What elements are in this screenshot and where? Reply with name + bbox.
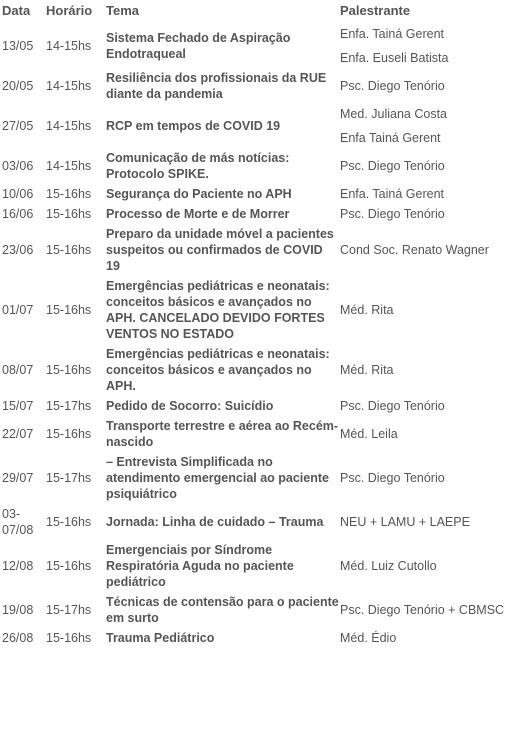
- row-time: 14-15hs: [46, 39, 92, 53]
- table-row: [2, 104, 522, 148]
- table-row: [2, 184, 522, 204]
- row-speaker: [340, 416, 522, 452]
- row-time: 15-17hs: [46, 399, 92, 413]
- row-date: 26/08: [2, 631, 34, 645]
- row-time: 15-16hs: [46, 243, 92, 257]
- row-date: 03-07/08: [2, 507, 34, 537]
- speaker-name: Enfa. Tainá Gerent: [340, 187, 445, 201]
- header-speaker: Palestrante: [340, 3, 411, 18]
- row-date: 13/05: [2, 39, 34, 53]
- row-topic: Emergências pediátricas e neonatais: conceitos básicos e avançados no APH. CANCELADO DEVIDO FORTES VENTOS NO ESTADO: [106, 279, 330, 341]
- row-time: 15-16hs: [46, 303, 92, 317]
- row-time: 14-15hs: [46, 119, 92, 133]
- row-date: 03/06: [2, 159, 34, 173]
- row-speaker: [340, 344, 522, 396]
- row-time: 15-17hs: [46, 471, 92, 485]
- speaker-name: Psc. Diego Tenório + CBMSC: [340, 603, 505, 617]
- row-topic: Pedido de Socorro: Suicídio: [106, 399, 274, 413]
- row-speaker: [340, 68, 522, 104]
- row-speaker: [340, 540, 522, 592]
- row-topic: Emergências pediátricas e neonatais: conceitos básicos e avançados no APH.: [106, 347, 330, 393]
- header-date: Data: [2, 3, 31, 18]
- speaker-name: Enfa Tainá Gerent: [340, 131, 441, 145]
- speaker-name: NEU + LAMU + LAEPE: [340, 515, 470, 529]
- table-row: [2, 148, 522, 184]
- table-row: [2, 24, 522, 68]
- row-date: 19/08: [2, 603, 34, 617]
- table-row: [2, 504, 522, 540]
- header-row: [2, 0, 522, 24]
- row-speaker: [340, 504, 522, 540]
- row-time: 15-16hs: [46, 363, 92, 377]
- row-date: 20/05: [2, 79, 34, 93]
- header-topic: Tema: [106, 3, 139, 18]
- row-time: 14-15hs: [46, 159, 92, 173]
- row-speaker: [340, 24, 522, 68]
- row-speaker: [340, 104, 522, 148]
- speaker-name: Méd. Leila: [340, 427, 398, 441]
- row-topic: – Entrevista Simplificada no atendimento emergencial ao paciente psiquiátrico: [106, 455, 329, 501]
- row-time: 15-16hs: [46, 631, 92, 645]
- row-topic: Processo de Morte e de Morrer: [106, 207, 290, 221]
- row-date: 01/07: [2, 303, 34, 317]
- speaker-name: Psc. Diego Tenório: [340, 159, 445, 173]
- speaker-name: Psc. Diego Tenório: [340, 79, 445, 93]
- row-speaker: [340, 276, 522, 344]
- row-date: 15/07: [2, 399, 34, 413]
- header-time: Horário: [46, 3, 93, 18]
- row-time: 15-16hs: [46, 559, 92, 573]
- table-row: [2, 540, 522, 592]
- row-topic: Trauma Pediátrico: [106, 631, 215, 645]
- table-row: [2, 628, 522, 648]
- speaker-name: Enfa. Tainá Gerent: [340, 27, 445, 41]
- row-date: 22/07: [2, 427, 34, 441]
- row-topic: Jornada: Linha de cuidado – Trauma: [106, 515, 324, 529]
- row-date: 29/07: [2, 471, 34, 485]
- table-row: [2, 416, 522, 452]
- speaker-name: Méd. Rita: [340, 303, 394, 317]
- table-row: [2, 204, 522, 224]
- speaker-name: Méd. Édio: [340, 631, 397, 645]
- table-row: [2, 224, 522, 276]
- row-date: 16/06: [2, 207, 34, 221]
- row-speaker: [340, 592, 522, 628]
- row-date: 27/05: [2, 119, 34, 133]
- row-time: 15-17hs: [46, 603, 92, 617]
- row-topic: Preparo da unidade móvel a pacientes suspeitos ou confirmados de COVID 19: [106, 227, 334, 273]
- speaker-name: Méd. Luiz Cutollo: [340, 559, 437, 573]
- row-time: 15-16hs: [46, 187, 92, 201]
- row-speaker: [340, 396, 522, 416]
- row-speaker: [340, 184, 522, 204]
- row-date: 10/06: [2, 187, 34, 201]
- row-topic: Transporte terrestre e aérea ao Recém-nascido: [106, 419, 339, 449]
- table-row: [2, 452, 522, 504]
- row-time: 15-16hs: [46, 427, 92, 441]
- speaker-name: Med. Juliana Costa: [340, 107, 448, 121]
- speaker-name: Enfa. Euseli Batista: [340, 51, 449, 65]
- schedule-table: [2, 0, 522, 648]
- row-date: 23/06: [2, 243, 34, 257]
- row-speaker: [340, 224, 522, 276]
- table-row: [2, 592, 522, 628]
- table-row: [2, 344, 522, 396]
- row-date: 12/08: [2, 559, 34, 573]
- row-time: 14-15hs: [46, 79, 92, 93]
- row-speaker: [340, 148, 522, 184]
- row-topic: Técnicas de contensão para o paciente em surto: [106, 595, 339, 625]
- speaker-name: Psc. Diego Tenório: [340, 207, 445, 221]
- row-topic: Emergenciais por Síndrome Respiratória Aguda no paciente pediátrico: [106, 543, 294, 589]
- row-speaker: [340, 628, 522, 648]
- speaker-name: Cond Soc. Renato Wagner: [340, 243, 489, 257]
- row-time: 15-16hs: [46, 207, 92, 221]
- row-topic: RCP em tempos de COVID 19: [106, 119, 281, 133]
- row-date: 08/07: [2, 363, 34, 377]
- speaker-name: Psc. Diego Tenório: [340, 399, 445, 413]
- schedule-body: [2, 24, 522, 648]
- row-topic: Sistema Fechado de Aspiração Endotraqueal: [106, 31, 291, 61]
- table-row: [2, 276, 522, 344]
- speaker-name: Psc. Diego Tenório: [340, 471, 445, 485]
- row-topic: Resiliência dos profissionais da RUE diante da pandemia: [106, 71, 327, 101]
- table-row: [2, 396, 522, 416]
- table-row: [2, 68, 522, 104]
- speaker-name: Méd. Rita: [340, 363, 394, 377]
- row-topic: Segurança do Paciente no APH: [106, 187, 292, 201]
- row-time: 15-16hs: [46, 515, 92, 529]
- row-speaker: [340, 452, 522, 504]
- row-topic: Comunicação de más notícias: Protocolo SPIKE.: [106, 151, 290, 181]
- row-speaker: [340, 204, 522, 224]
